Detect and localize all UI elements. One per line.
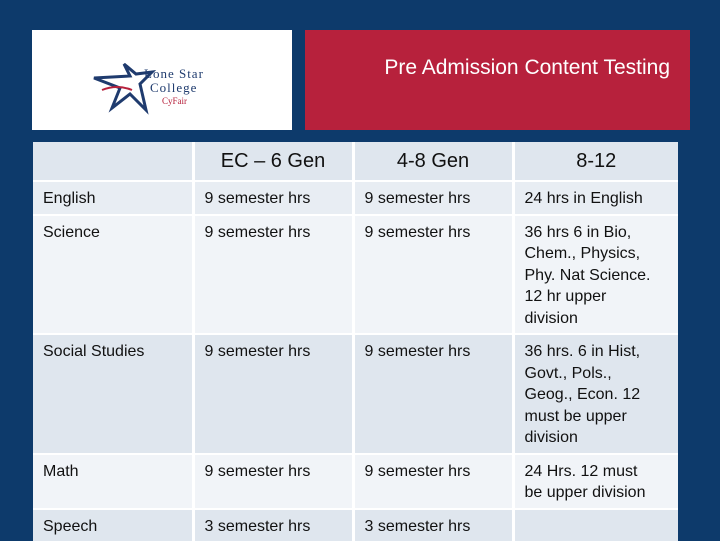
cell-8-12-line: Govt., Pols., — [525, 363, 671, 385]
cell-8-12-line: must be upper — [525, 406, 671, 428]
lone-star-college-logo — [92, 50, 242, 120]
table-row — [33, 509, 678, 541]
requirements-table — [33, 142, 678, 541]
column-header-8-12: 8-12 — [513, 142, 678, 181]
cell-8-12 — [513, 181, 678, 215]
cell-8-12 — [513, 215, 678, 335]
cell-4-8: 9 semester hrs — [353, 454, 513, 509]
cell-8-12 — [513, 454, 678, 509]
table-row — [33, 215, 678, 335]
table-row — [33, 181, 678, 215]
cell-8-12-line: division — [525, 308, 671, 330]
column-header-subject — [33, 142, 193, 181]
cell-subject: Math — [33, 454, 193, 509]
cell-ec6: 9 semester hrs — [193, 334, 353, 454]
cell-4-8: 9 semester hrs — [353, 215, 513, 335]
cell-4-8: 3 semester hrs — [353, 509, 513, 541]
cell-subject: Social Studies — [33, 334, 193, 454]
cell-8-12-line: Chem., Physics, — [525, 243, 671, 265]
cell-ec6: 9 semester hrs — [193, 215, 353, 335]
cell-subject: Science — [33, 215, 193, 335]
cell-8-12-line: 36 hrs 6 in Bio, — [525, 222, 671, 244]
cell-ec6: 3 semester hrs — [193, 509, 353, 541]
logo-line-2: College — [150, 80, 197, 95]
cell-8-12-line: Phy. Nat Science. — [525, 265, 671, 287]
cell-4-8: 9 semester hrs — [353, 334, 513, 454]
requirements-table-container — [33, 142, 678, 520]
cell-8-12-line — [525, 516, 671, 537]
cell-ec6: 9 semester hrs — [193, 181, 353, 215]
table-row — [33, 334, 678, 454]
logo-line-1: Lone Star — [144, 66, 204, 81]
title-band — [305, 30, 690, 130]
cell-8-12-line: 24 Hrs. 12 must — [525, 461, 671, 483]
column-header-ec6: EC – 6 Gen — [193, 142, 353, 181]
cell-subject: Speech — [33, 509, 193, 541]
cell-8-12-line: 12 hr upper — [525, 286, 671, 308]
cell-8-12-line: Geog., Econ. 12 — [525, 384, 671, 406]
cell-ec6: 9 semester hrs — [193, 454, 353, 509]
cell-8-12 — [513, 509, 678, 541]
cell-subject: English — [33, 181, 193, 215]
cell-8-12-line: division — [525, 427, 671, 449]
table-row — [33, 454, 678, 509]
logo-line-3: CyFair — [162, 96, 187, 106]
cell-8-12-line: 24 hrs in English — [525, 188, 671, 210]
column-header-4-8: 4-8 Gen — [353, 142, 513, 181]
cell-8-12-line: 36 hrs. 6 in Hist, — [525, 341, 671, 363]
logo-panel — [32, 30, 292, 130]
cell-8-12-line: be upper division — [525, 482, 671, 504]
cell-4-8: 9 semester hrs — [353, 181, 513, 215]
table-header-row — [33, 142, 678, 181]
cell-8-12 — [513, 334, 678, 454]
page-title: Pre Admission Content Testing — [305, 56, 670, 80]
